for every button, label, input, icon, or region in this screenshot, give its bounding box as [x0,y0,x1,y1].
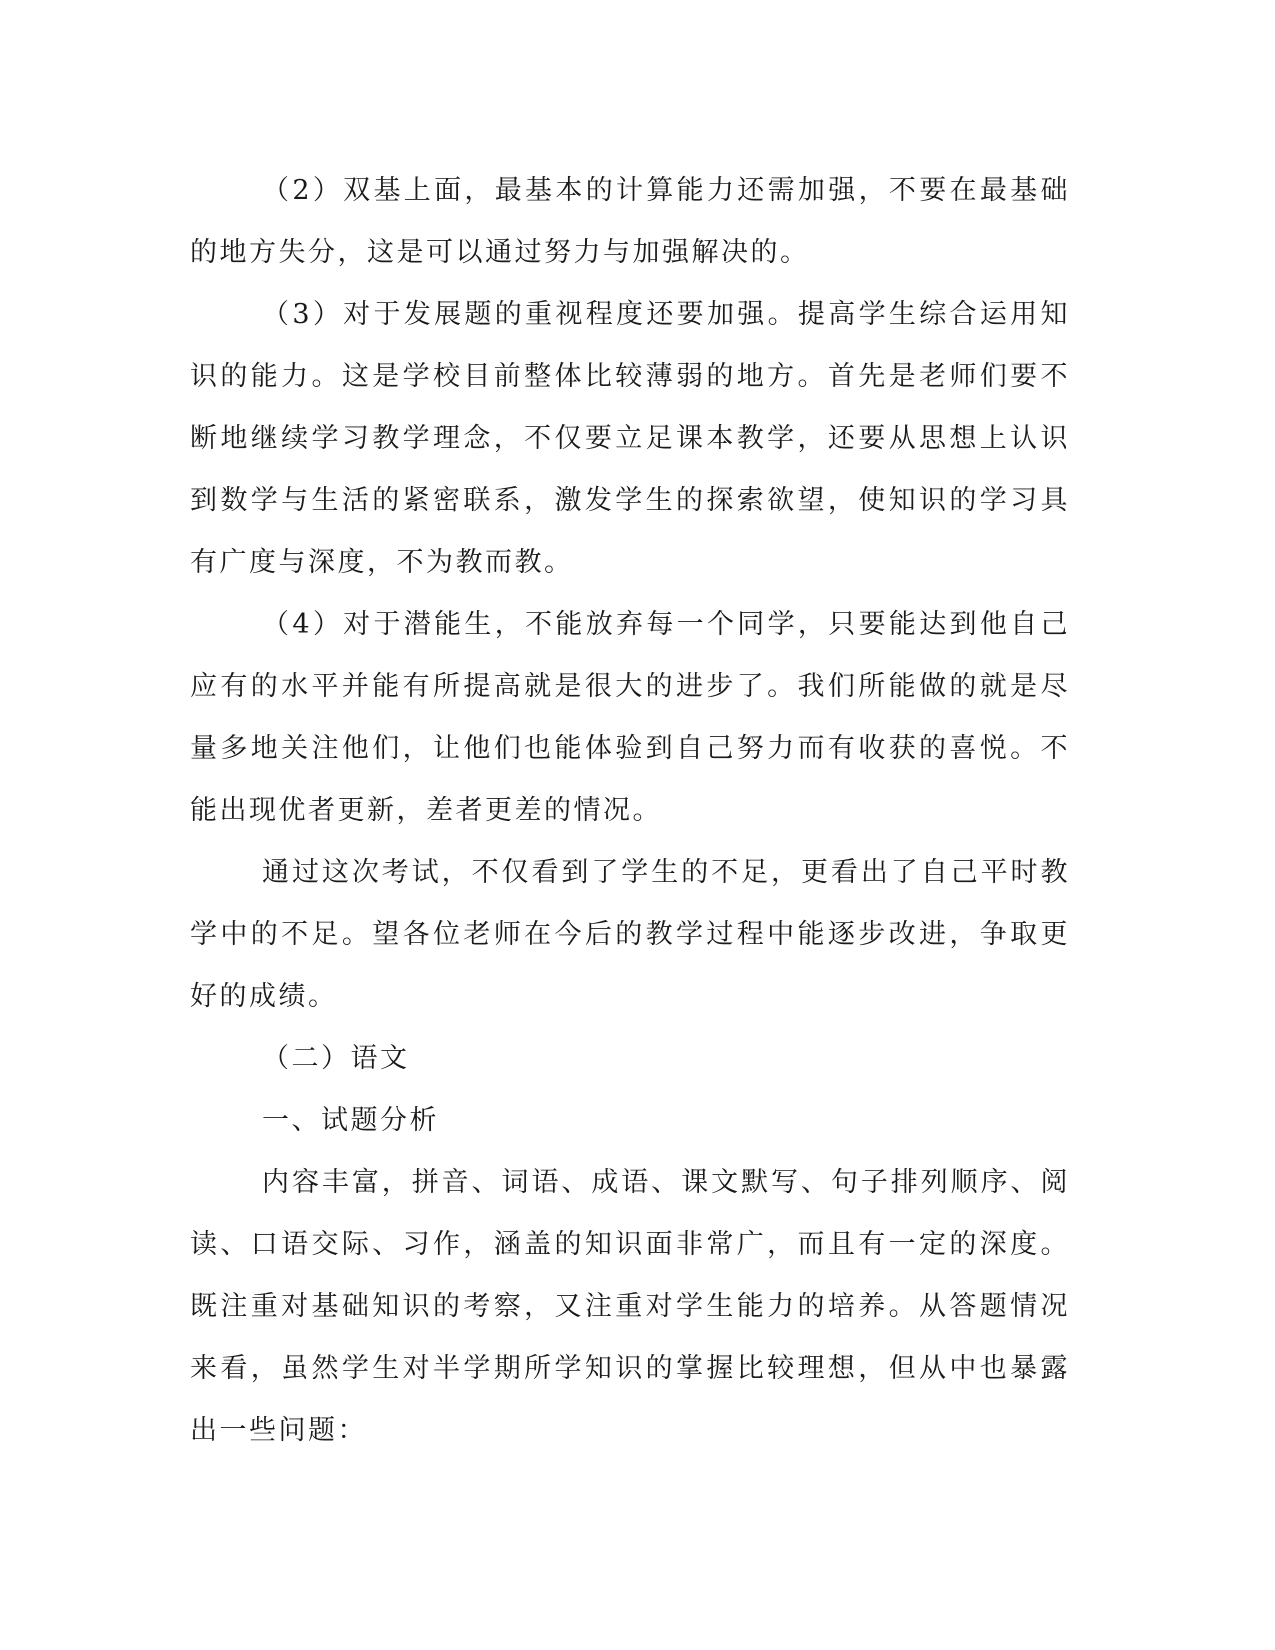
paragraph-conclusion: 通过这次考试，不仅看到了学生的不足，更看出了自己平时教学中的不足。望各位老师在今后的教学过程中能逐步改进，争取更好的成绩。 [190,857,1070,1012]
document-body [190,160,1070,1462]
paragraph-point-2: （2）双基上面，最基本的计算能力还需加强，不要在最基础的地方失分，这是可以通过努力与加强解决的。 [190,175,1070,268]
paragraph-point-3: （3）对于发展题的重视程度还要加强。提高学生综合运用知识的能力。这是学校目前整体比较薄弱的地方。首先是老师们要不断地继续学习教学理念，不仅要立足课本教学，还要从思想上认识到数学与生活的紧密联系，激发学生的探索欲望，使知识的学习具有广度与深度，不为教而教。 [190,299,1070,578]
paragraph-analysis: 内容丰富，拼音、词语、成语、课文默写、句子排列顺序、阅读、口语交际、习作，涵盖的知识面非常广，而且有一定的深度。既注重对基础知识的考察，又注重对学生能力的培养。从答题情况来看，虽然学生对半学期所学知识的掌握比较理想，但从中也暴露出一些问题： [190,1167,1070,1446]
subsection-heading-analysis: 一、试题分析 [262,1105,439,1136]
paragraph-point-4: （4）对于潜能生，不能放弃每一个同学，只要能达到他自己应有的水平并能有所提高就是很大的进步了。我们所能做的就是尽量多地关注他们，让他们也能体验到自己努力而有收获的喜悦。不能出现优者更新，差者更差的情况。 [190,609,1070,826]
section-heading-chinese: （二）语文 [262,1043,410,1074]
